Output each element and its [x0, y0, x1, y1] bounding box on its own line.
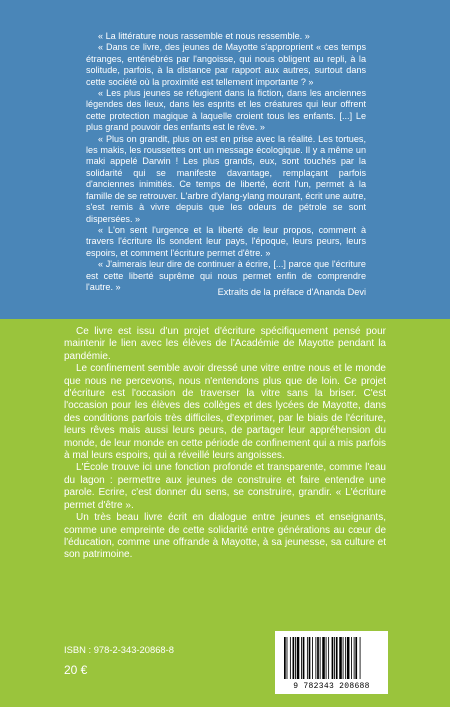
quote-paragraph: « Dans ce livre, des jeunes de Mayotte s'approprient « ces temps étranges, enténébrés par l'angoisse, qui nous obligent au repli, à la solitude, parfois, à la distance par rapport aux autres, surtout dans cette société où la proximité est tellement importante ? »	[86, 42, 366, 87]
preface-credit: Extraits de la préface d'Ananda Devi	[217, 287, 366, 297]
preface-quotes	[86, 31, 366, 293]
description-paragraph: Le confinement semble avoir dressé une vitre entre nous et le monde que nous ne percevons, nous n'entendons plus que de loin. Ce projet d'écriture est l'occasion de traverser la vitre sans la briser. C'est l'occasion pour les élèves des collèges et des lycées de Mayotte, dans des conditions parfois très difficiles, d'exprimer, par le biais de l'écriture, leurs rêves mais aussi leurs peurs, de partager leur appréhension du monde, de leur monde en cette période de confinement qui a mis parfois à mal leurs espoirs, qui a réveillé leurs angoisses.	[64, 363, 386, 462]
quote-paragraph: « J'aimerais leur dire de continuer à écrire, [...] parce que l'écriture est cette liberté suprême qui nous permet enfin de comprendre l'autre. »	[86, 259, 366, 292]
description-paragraph: Ce livre est issu d'un projet d'écriture spécifiquement pensé pour maintenir le lien avec les élèves de l'Académie de Mayotte pendant la pandémie.	[64, 326, 386, 362]
barcode-number: 9 782343 208688	[293, 682, 370, 691]
description-paragraph: L'École trouve ici une fonction profonde et transparente, comme l'eau du lagon : permettre aux jeunes de construire et faire entendre une parole. Ecrire, c'est donner du sens, se construire, grandir. « L'écriture permet d'être ».	[64, 462, 386, 511]
barcode	[275, 631, 388, 694]
price: 20 €	[64, 663, 88, 677]
quote-paragraph: « Plus on grandit, plus on est en prise avec la réalité. Les tortues, les makis, les roussettes ont un message écologique. Il y a même un maki appelé Darwin ! Les plus grands, eux, sont touchés par la solidarité qui se manifeste davantage, remplaçant parfois d'anciennes inimitiés. Ce temps de liberté, écrit l'un, permet à la famille de se retrouver. L'arbre d'ylang-ylang mourant, écrit une autre, s'est remis à vivre depuis que les odeurs de pétrole se sont dispersées. »	[86, 133, 366, 224]
quote-paragraph: « La littérature nous rassemble et nous ressemble. »	[98, 31, 310, 41]
description-paragraph: Un très beau livre écrit en dialogue entre jeunes et enseignants, comme une empreinte de cette solidarité entre générations au cœur de l'éducation, comme une offrande à Mayotte, à sa jeunesse, sa culture et son patrimoine.	[64, 512, 386, 561]
isbn: ISBN : 978-2-343-20868-8	[64, 644, 174, 655]
quote-paragraph: « L'on sent l'urgence et la liberté de leur propos, comment à travers l'écriture ils sondent leur pays, l'époque, leurs peurs, leurs espoirs, et comment l'écriture permet d'être. »	[86, 224, 366, 258]
back-cover-description	[64, 326, 386, 562]
quote-paragraph: « Les plus jeunes se réfugient dans la fiction, dans les anciennes légendes des lieux, dans les esprits et les créatures qui leur offrent cette protection magique à laquelle croient tous les enfants. [...] Le plus grand pouvoir des enfants est le rêve. »	[86, 88, 366, 133]
barcode-bars	[284, 637, 379, 679]
